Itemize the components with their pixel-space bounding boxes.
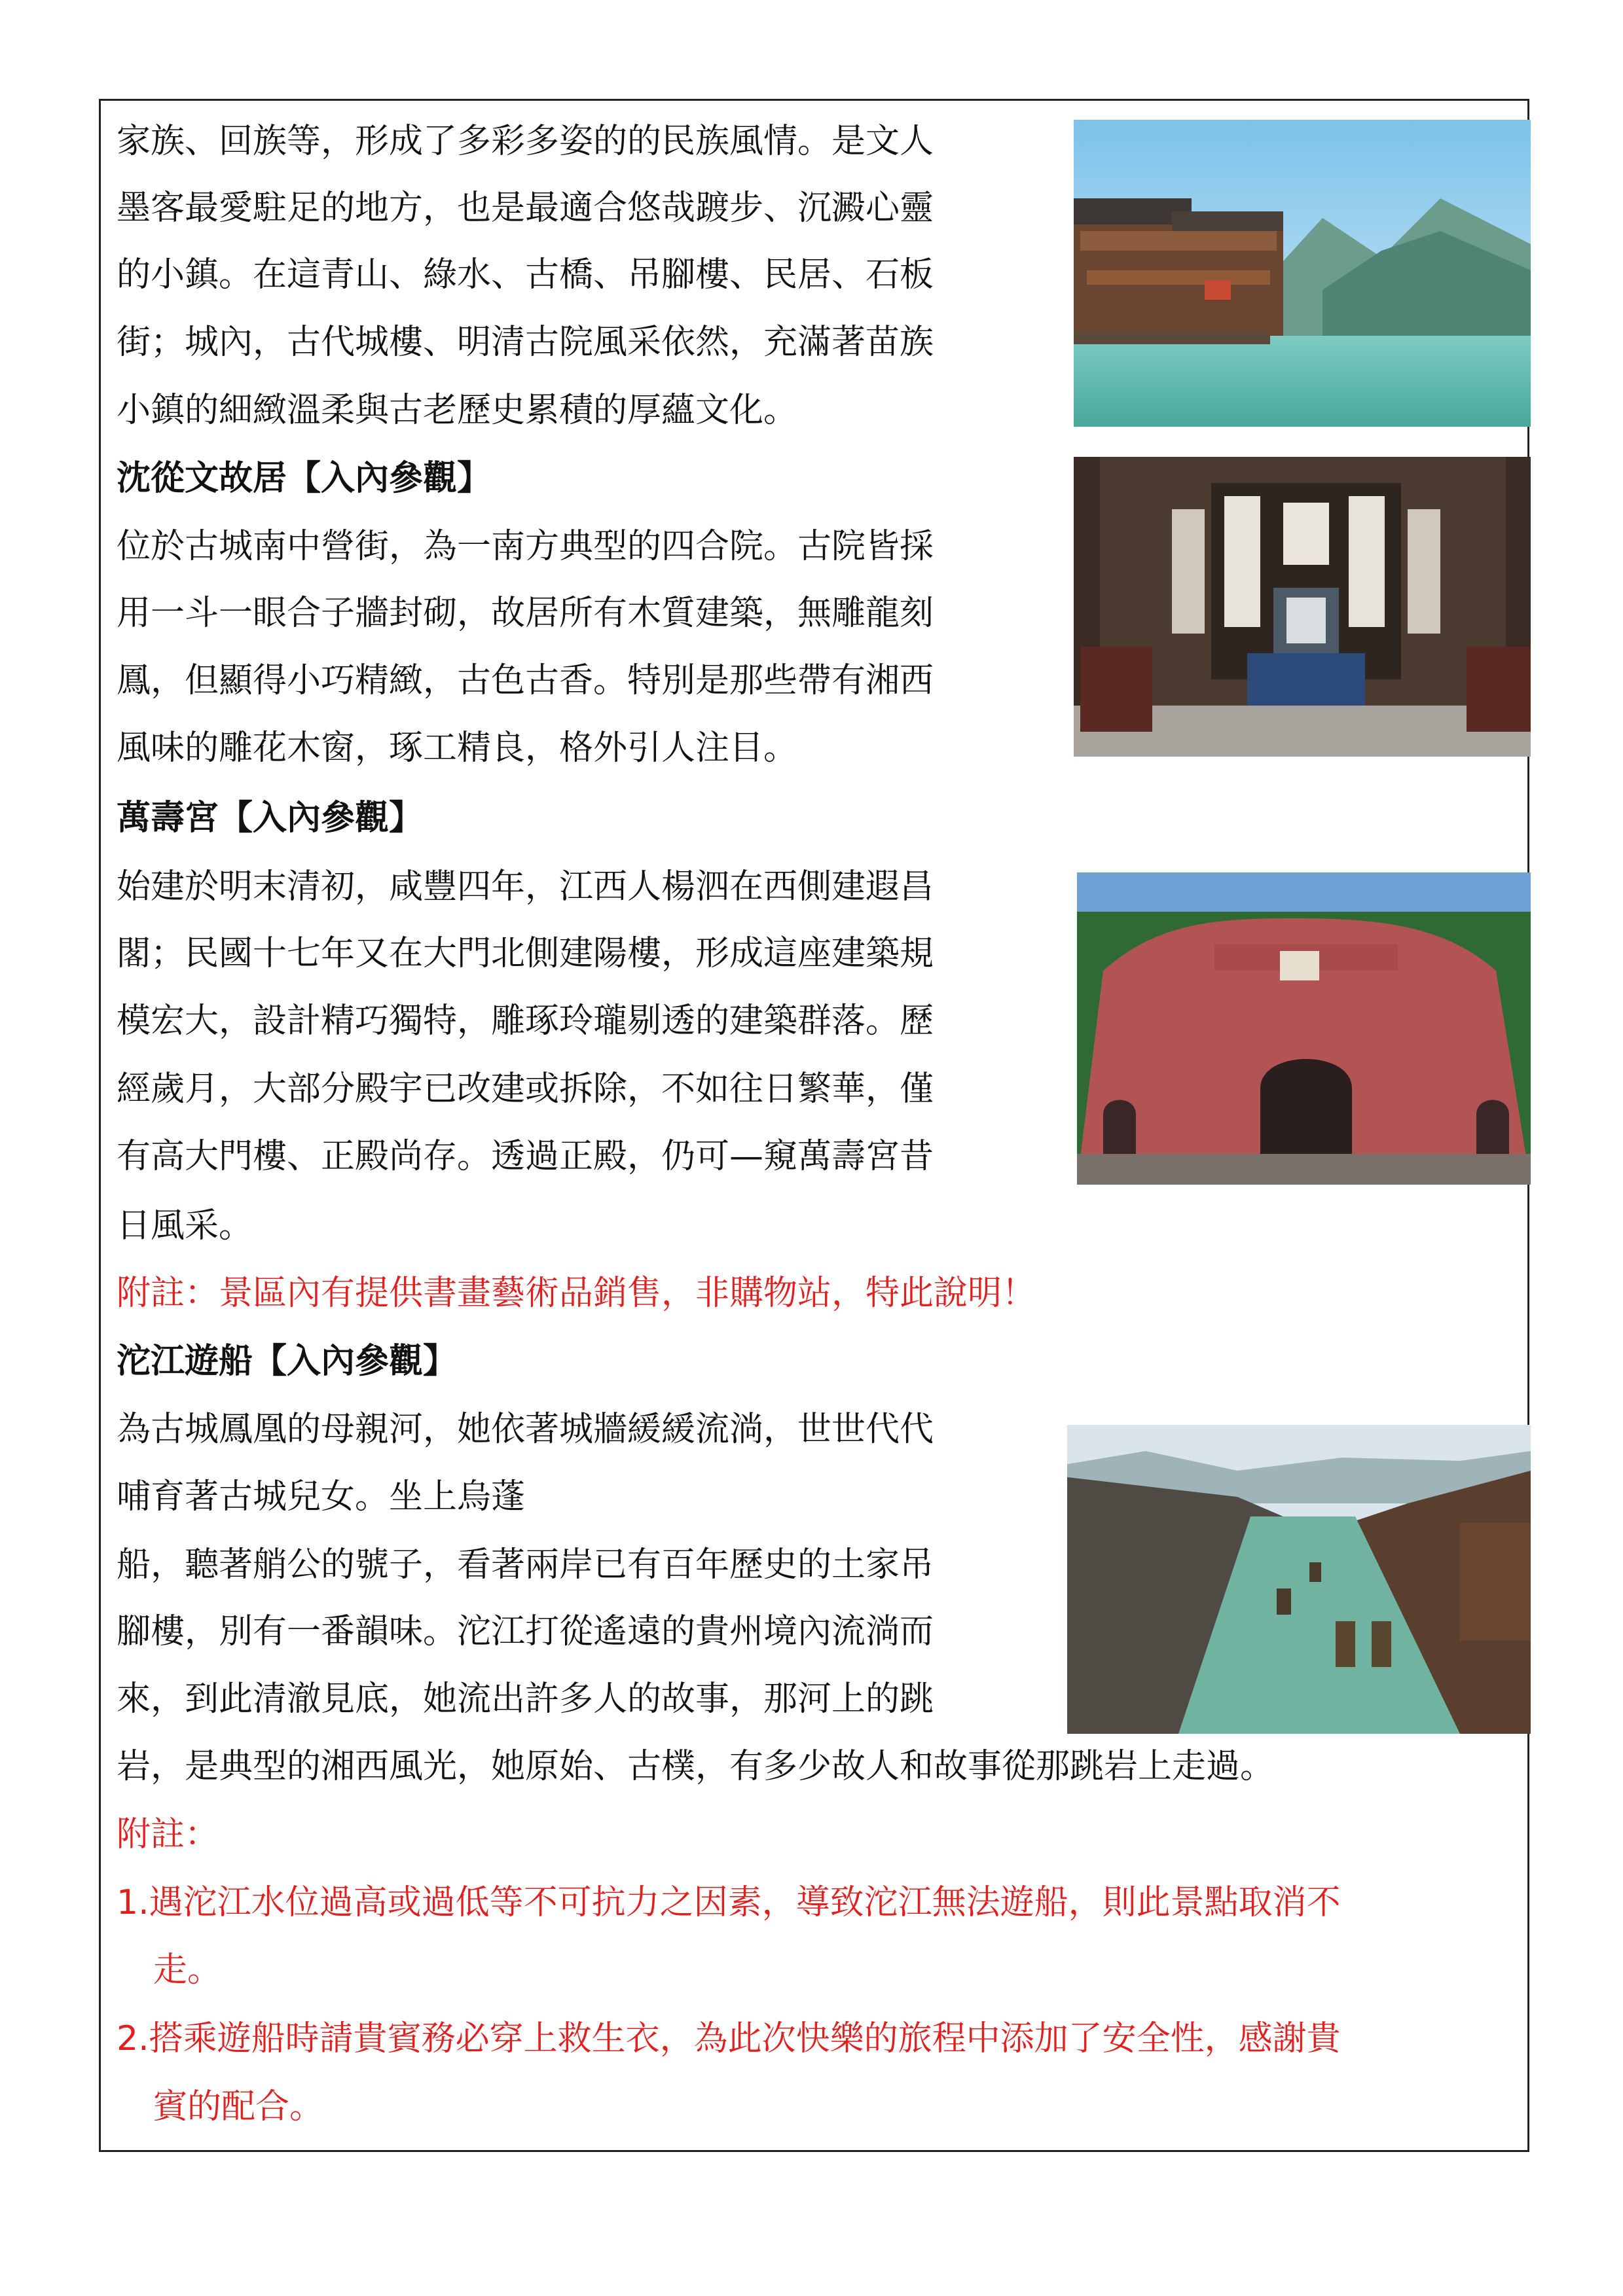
- body-text-line: 閣；民國十七年又在大門北側建陽樓，形成這座建築規: [117, 934, 934, 973]
- body-text-line: 始建於明末清初，咸豐四年，江西人楊泗在西側建遐昌: [117, 867, 934, 906]
- body-text-line: 風味的雕花木窗，琢工精良，格外引人注目。: [117, 728, 798, 768]
- body-text-line: 位於古城南中營街，為一南方典型的四合院。古院皆採: [117, 527, 934, 566]
- section-heading-wanshou-palace: 萬壽宮【入內參觀】: [117, 798, 424, 838]
- body-text-line: 日風采。: [117, 1206, 253, 1246]
- body-text-line: 經歲月，大部分殿宇已改建或拆除，不如往日繁華，僅: [117, 1069, 934, 1109]
- body-text-line: 哺育著古城兒女。坐上烏蓬: [117, 1477, 526, 1516]
- boat-note-title: 附註：: [117, 1815, 219, 1854]
- section-heading-tuojiang-boat: 沱江遊船【入內參觀】: [117, 1342, 458, 1381]
- wanshou-palace-photo: [1077, 872, 1531, 1185]
- body-text-line: 來，到此清澈見底，她流出許多人的故事，那河上的跳: [117, 1679, 934, 1719]
- body-text-line: 墨客最愛駐足的地方，也是最適合悠哉踱步、沉澱心靈: [117, 188, 934, 228]
- body-text-line: 模宏大，設計精巧獨特，雕琢玲瓏剔透的建築群落。歷: [117, 1001, 934, 1041]
- boat-note-item: 2.搭乘遊船時請貴賓務必穿上救生衣，為此次快樂的旅程中添加了安全性，感謝貴: [117, 2019, 1341, 2058]
- tuojiang-river-boats-photo: [1067, 1425, 1531, 1734]
- body-text-line: 家族、回族等，形成了多彩多姿的的民族風情。是文人: [117, 122, 934, 161]
- boat-note-item: 1.遇沱江水位過高或過低等不可抗力之因素，導致沱江無法遊船，則此景點取消不: [117, 1883, 1341, 1922]
- body-text-line: 岩，是典型的湘西風光，她原始、古樸，有多少故人和故事從那跳岩上走過。: [117, 1747, 1275, 1786]
- boat-note-item-continued: 賓的配合。: [153, 2087, 324, 2126]
- section-heading-shen-congwen-residence: 沈從文故居【入內參觀】: [117, 459, 492, 498]
- body-text-line: 小鎮的細緻溫柔與古老歷史累積的厚蘊文化。: [117, 391, 798, 430]
- body-text-line: 的小鎮。在這青山、綠水、古橋、吊腳樓、民居、石板: [117, 255, 934, 295]
- body-text-line: 船，聽著艄公的號子，看著兩岸已有百年歷史的土家吊: [117, 1545, 934, 1585]
- shopping-note: 附註：景區內有提供書畫藝術品銷售，非購物站，特此說明！: [117, 1274, 1036, 1313]
- body-text-line: 為古城鳳凰的母親河，她依著城牆緩緩流淌，世世代代: [117, 1410, 934, 1449]
- boat-note-item-continued: 走。: [153, 1950, 222, 1990]
- body-text-line: 有高大門樓、正殿尚存。透過正殿，仍可—窺萬壽宮昔: [117, 1137, 934, 1176]
- fenghuang-riverside-photo: [1074, 120, 1531, 427]
- body-text-line: 用一斗一眼合子牆封砌，故居所有木質建築，無雕龍刻: [117, 594, 934, 633]
- shen-congwen-residence-photo: [1074, 457, 1531, 757]
- body-text-line: 鳳，但顯得小巧精緻，古色古香。特別是那些帶有湘西: [117, 661, 934, 700]
- body-text-line: 街；城內，古代城樓、明清古院風采依然，充滿著苗族: [117, 323, 934, 362]
- body-text-line: 腳樓，別有一番韻味。沱江打從遙遠的貴州境內流淌而: [117, 1612, 934, 1651]
